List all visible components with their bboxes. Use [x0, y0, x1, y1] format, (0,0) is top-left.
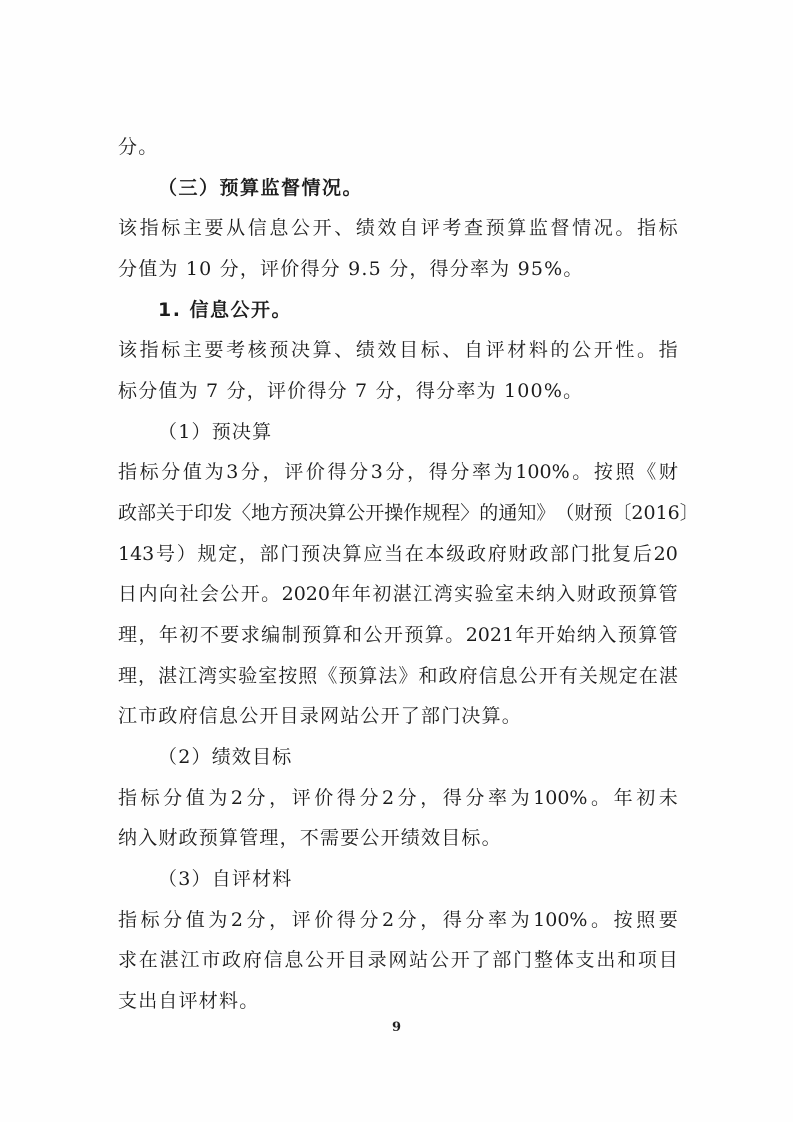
paragraph-line: 理 ， 年 初 不 要 求 编 制 预 算 和 公 开 预 算 。 2021 年 开 始 纳 入 预 算 管 [118, 624, 678, 646]
paragraph-line: 日 内 向 社 会 公 开 。 2020 年 年 初 湛 江 湾 实 验 室 未 纳 入 财 政 预 算 管 [118, 583, 678, 605]
paragraph-line: 求 在 湛 江 市 政 府 信 息 公 开 目 录 网 站 公 开 了 部 门 整 体 支 出 和 项 目 [118, 949, 678, 971]
paragraph-line: 江市政府信息公开目录网站公开了部门决算。 [118, 705, 523, 727]
section-heading-budget-supervision: （三）预算监督情况。 [158, 177, 364, 199]
paragraph-line: 该 指 标 主 要 从 信 息 公 开 、 绩 效 自 评 考 查 预 算 监 督 情 况 。 指 标 [118, 217, 678, 239]
paragraph-line: 143 号 ） 规 定 ， 部 门 预 决 算 应 当 在 本 级 政 府 财 政 部 门 批 复 后 20 [118, 543, 678, 565]
paragraph-line: 纳入财政预算管理，不需要公开绩效目标。 [118, 827, 502, 849]
item-heading-performance-goals: （2）绩效目标 [158, 746, 293, 768]
item-heading-budget-final-accounts: （1）预决算 [158, 421, 273, 443]
paragraph-line: 指 标 分 值 为 3 分 ， 评 价 得 分 3 分 ， 得 分 率 为 100% 。 按 照 《 财 [118, 461, 678, 483]
subsection-heading-info-disclosure: 1. 信息公开。 [158, 299, 293, 321]
page-number: 9 [391, 1020, 402, 1035]
paragraph-line: 指 标 分 值 为 2 分 ， 评 价 得 分 2 分 ， 得 分 率 为 100% 。 按 照 要 [118, 909, 678, 931]
paragraph-line: 指 标 分 值 为 2 分 ， 评 价 得 分 2 分 ， 得 分 率 为 100% 。 年 初 未 [118, 787, 678, 809]
item-heading-self-evaluation-materials: （3）自评材料 [158, 868, 293, 890]
paragraph-line: 该 指 标 主 要 考 核 预 决 算 、 绩 效 目 标 、 自 评 材 料 的 公 开 性 。 指 [118, 339, 678, 361]
paragraph-line: 政 部 关 于 印 发 〈 地 方 预 决 算 公 开 操 作 规 程 〉 的 通 知 》 （ 财 预 〔 2016 〕 [118, 502, 699, 524]
paragraph-line: 分值为 10 分，评价得分 9.5 分，得分率为 95%。 [118, 258, 584, 280]
paragraph-line: 标分值为 7 分，评价得分 7 分，得分率为 100%。 [118, 380, 584, 402]
continuation-line: 分。 [118, 136, 159, 158]
paragraph-line: 理 ， 湛 江 湾 实 验 室 按 照 《 预 算 法 》 和 政 府 信 息 公 开 有 关 规 定 在 湛 [118, 665, 678, 687]
paragraph-line: 支出自评材料。 [118, 990, 260, 1012]
